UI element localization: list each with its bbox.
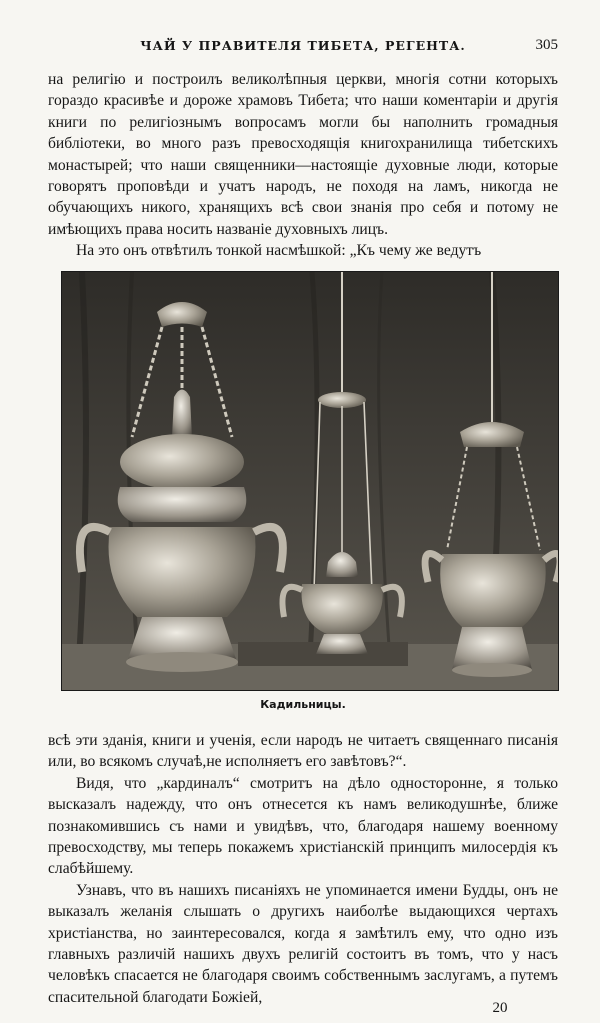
censers-photograph xyxy=(62,272,558,690)
paragraph: Узнавъ, что въ нашихъ писаніяхъ не упоминается имени Будды, онъ не выказалъ желанія слышать о другихъ наиболѣе выдающихся чертахъ христіанства, но заинтересовался, когда я замѣтилъ ему, что одно изъ главныхъ различій нашихъ двухъ религій состоитъ въ томъ, что у насъ человѣкъ спасается не благодаря своимъ собственнымъ заслугамъ, а путемъ спасительной благодати Божіей, xyxy=(48,881,558,1006)
signature-mark: 20 xyxy=(492,1000,508,1016)
paragraph: Видя, что „кардиналъ“ смотритъ на дѣло односторонне, я только высказалъ надежду, что онъ отнесется къ намъ великодушнѣе, ближе познакомившись съ нами и увидѣвъ, что, благодаря нашему военному превосходству, мы теперь покажемъ христіанскій принципъ милосердія къ слабѣйшему. xyxy=(48,774,558,878)
running-title: ЧАЙ У ПРАВИТЕЛЯ ТИБЕТА, РЕГЕНТА. xyxy=(140,38,466,53)
running-head xyxy=(48,38,558,58)
text-block-top xyxy=(48,69,558,262)
page-number: 305 xyxy=(535,37,558,53)
paragraph: на религію и построилъ великолѣпныя церкви, многія сотни которыхъ гораздо красивѣе и дороже храмовъ Тибета; что наши коментаріи и другія книги по религіознымъ вопросамъ могли бы наполнить громадныя библіотеки, во много разъ превосходящія книгохранилища тибетскихъ монастырей; что наши священники—настоящіе духовные люди, которые говорятъ проповѣди и учатъ народъ, не походя на ламъ, никогда не обучающихъ никого, хранящихъ всѣ свои знанія про себя и потому не имѣющихъ права носить названіе духовныхъ лицъ. xyxy=(48,71,558,238)
paragraph: На это онъ отвѣтилъ тонкой насмѣшкой: „Къ чему же ведутъ xyxy=(76,242,482,260)
paragraph: всѣ эти зданія, книги и ученія, если народъ не читаетъ священнаго писанія или, во всякомъ случаѣ,не исполняетъ его завѣтовъ?“. xyxy=(48,732,558,771)
figure-caption: Кадильницы. xyxy=(260,698,346,711)
text-block-bottom xyxy=(48,730,558,1008)
